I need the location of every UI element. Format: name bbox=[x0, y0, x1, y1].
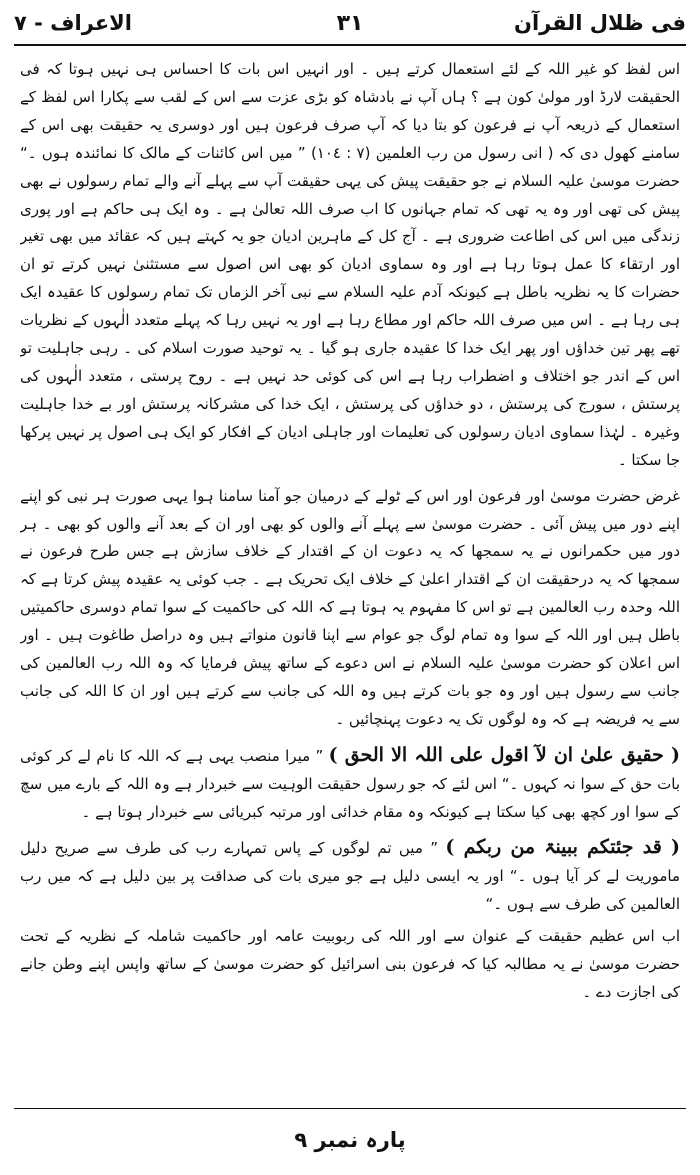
paragraph-text: اب اس عظیم حقیقت کے عنوان سے اور اللہ کی ربوبیت عامہ اور حاکمیت شاملہ کے نظریہ کے تحت حضرت موسیٰ نے یہ مطالبہ کیا کہ فرعون بنی اسرائیل کو حضرت موسیٰ کے ساتھ واپس اپنے وطن جانے کی اجازت دے ۔ bbox=[20, 927, 680, 1001]
body-text bbox=[20, 56, 680, 1096]
paragraph-text: ” میں تم لوگوں کے پاس تمہارے رب کی طرف سے صریح دلیل ماموریت لے کر آیا ہوں ۔“ اور یہ ایسی دلیل ہے جو میری بات کی صداقت پر بین دلیل ہے کہ میں رب العالمین کی طرف سے ہوں ۔“ bbox=[20, 839, 680, 914]
header-rule bbox=[14, 44, 686, 46]
paragraph-text: غرض حضرت موسیٰ اور فرعون اور اس کے ٹولے کے درمیان جو آمنا سامنا ہوا یہی صورت ہر نبی کو اپنے اپنے دور میں پیش آئی ۔ حضرت موسیٰ سے پہلے آنے والوں کو بھی اور ان کے بعد آنے والوں کو بھی ۔ ہر دور میں حکمرانوں نے یہ سمجھا کہ یہ دعوت ان کے اقتدار کے خلاف سازش ہے جس طرح فرعون نے سمجھا کہ یہ درحقیقت ان کے اقتدار اعلیٰ کے خلاف ایک تحریک ہے ۔ جب کوئی یہ عقیدہ پیش کرتا ہے کہ اللہ وحدہ رب العالمین ہے تو اس کا مفہوم یہ ہوتا ہے کہ اللہ کی حاکمیت کے سوا تمام دوسری حاکمیتیں باطل ہیں اور اللہ کے سوا وہ تمام لوگ جو عوام سے اپنا قانون منواتے ہیں وہ دراصل طاغوت ہیں ۔ اور اس اعلان کو حضرت موسیٰ علیہ السلام نے اس دعوے کے ساتھ پیش فرمایا کہ وہ اللہ رب العالمین کی جانب سے رسول ہیں اور وہ جو بات کرتے ہیں وہ اللہ کی جانب سے کرتے ہیں اور ان کا اللہ کی جانب سے یہ فریضہ ہے کہ وہ لوگوں تک یہ دعوت پہنچائیں ۔ bbox=[20, 486, 680, 728]
paragraph-5 bbox=[20, 923, 680, 1007]
page-header bbox=[14, 2, 686, 44]
quran-verse: ( قد جئتکم ببینۃ من ربکم ) bbox=[445, 836, 680, 859]
page-number: ٣١ bbox=[336, 10, 364, 36]
quran-verse: ( حقیق علیٰ ان لآ اقول علی اللہ الا الحق ) bbox=[328, 743, 680, 766]
paragraph-1 bbox=[20, 56, 680, 475]
para-number-footer: پارہ نمبر ٩ bbox=[294, 1128, 406, 1152]
paragraph-4 bbox=[20, 834, 680, 919]
surah-name: الاعراف - ٧ bbox=[14, 11, 133, 35]
paragraph-text: ” میرا منصب یہی ہے کہ اللہ کا نام لے کر کوئی بات حق کے سوا نہ کہوں ۔“ اس لئے کہ جو رسول حقیقت الوہیت سے خبردار ہے وہ اللہ کے بارے میں سچ کے سوا اور کچھ بھی کیا سکتا ہے کیونکہ وہ مقام خدائی اور مرتبہ کبریائی سے خبردار ہوتا ہے ۔ bbox=[20, 746, 680, 821]
book-title: فی ظلال القرآن bbox=[514, 11, 686, 35]
paragraph-3 bbox=[20, 742, 680, 827]
paragraph-text: اس لفظ کو غیر اللہ کے لئے استعمال کرتے ہیں ۔ اور انہیں اس بات کا احساس ہی نہیں ہوتا کہ فی الحقیقت لارڈ اور مولیٰ کون ہے ؟ ہاں آپ نے بادشاہ کو بڑی عزت سے اس کے لقب سے پکارا اس لفظ کے استعمال کے ذریعہ آپ نے فرعون کو بتا دیا کہ آپ صرف فرعون ہیں اور دوسری یہ حقیقت بھی اس کے سامنے کھول دی کہ ( انی رسول من رب العلمین (٧ : ١٠٤) ” میں اس کائنات کے مالک کا نمائندہ ہوں ۔“ حضرت موسیٰ علیہ السلام نے جو حقیقت پیش کی یہی حقیقت آپ سے پہلے آنے والے تمام رسولوں نے بھی پیش کی تھی اور وہ یہ تھی کہ تمام جہانوں کا اب صرف اللہ تعالیٰ ہے ۔ وہ ایک ہی حاکم ہے اور پوری زندگی میں اس کی اطاعت ضروری ہے ۔ آج کل کے ماہرین ادیان جو یہ کہتے ہیں کہ عقائد میں بھی تغیر اور ارتقاء کا عمل ہوتا رہا ہے اور وہ سماوی ادیان کو بھی اس اصول سے مستثنیٰ نہیں کرتے تو ان حضرات کا یہ نظریہ باطل ہے کیونکہ آدم علیہ السلام سے نبی آخر الزماں تک تمام رسولوں کا عقیدہ ایک ہی رہا ہے ۔ اس میں صرف اللہ حاکم اور مطاع رہا ہے اور یہ نہیں رہا کہ پہلے متعدد الٰہوں کے نظریات تھے پھر تین خداؤں اور پھر ایک خدا کا عقیدہ جاری ہو گیا ۔ یہ توحید صورت اسلام کی ۔ رہی جاہلیت تو اس کے اندر جو اختلاف و اضطراب رہا ہے اس کی کوئی حد نہیں ہے ۔ روح پرستی ، متعدد الٰہوں کی پرستش ، سورج کی پرستش ، دو خداؤں کی پرستش ، ایک خدا کی مشرکانہ پرستش اور بے خدا جاہلیت وغیرہ ۔ لہٰذا سماوی ادیان رسولوں کی تعلیمات اور جاہلی ادیان کے افکار کو ایک ہی اصول پر نہیں پرکھا جا سکتا ۔ bbox=[20, 60, 680, 469]
paragraph-2 bbox=[20, 483, 680, 734]
footer-rule bbox=[14, 1108, 686, 1109]
